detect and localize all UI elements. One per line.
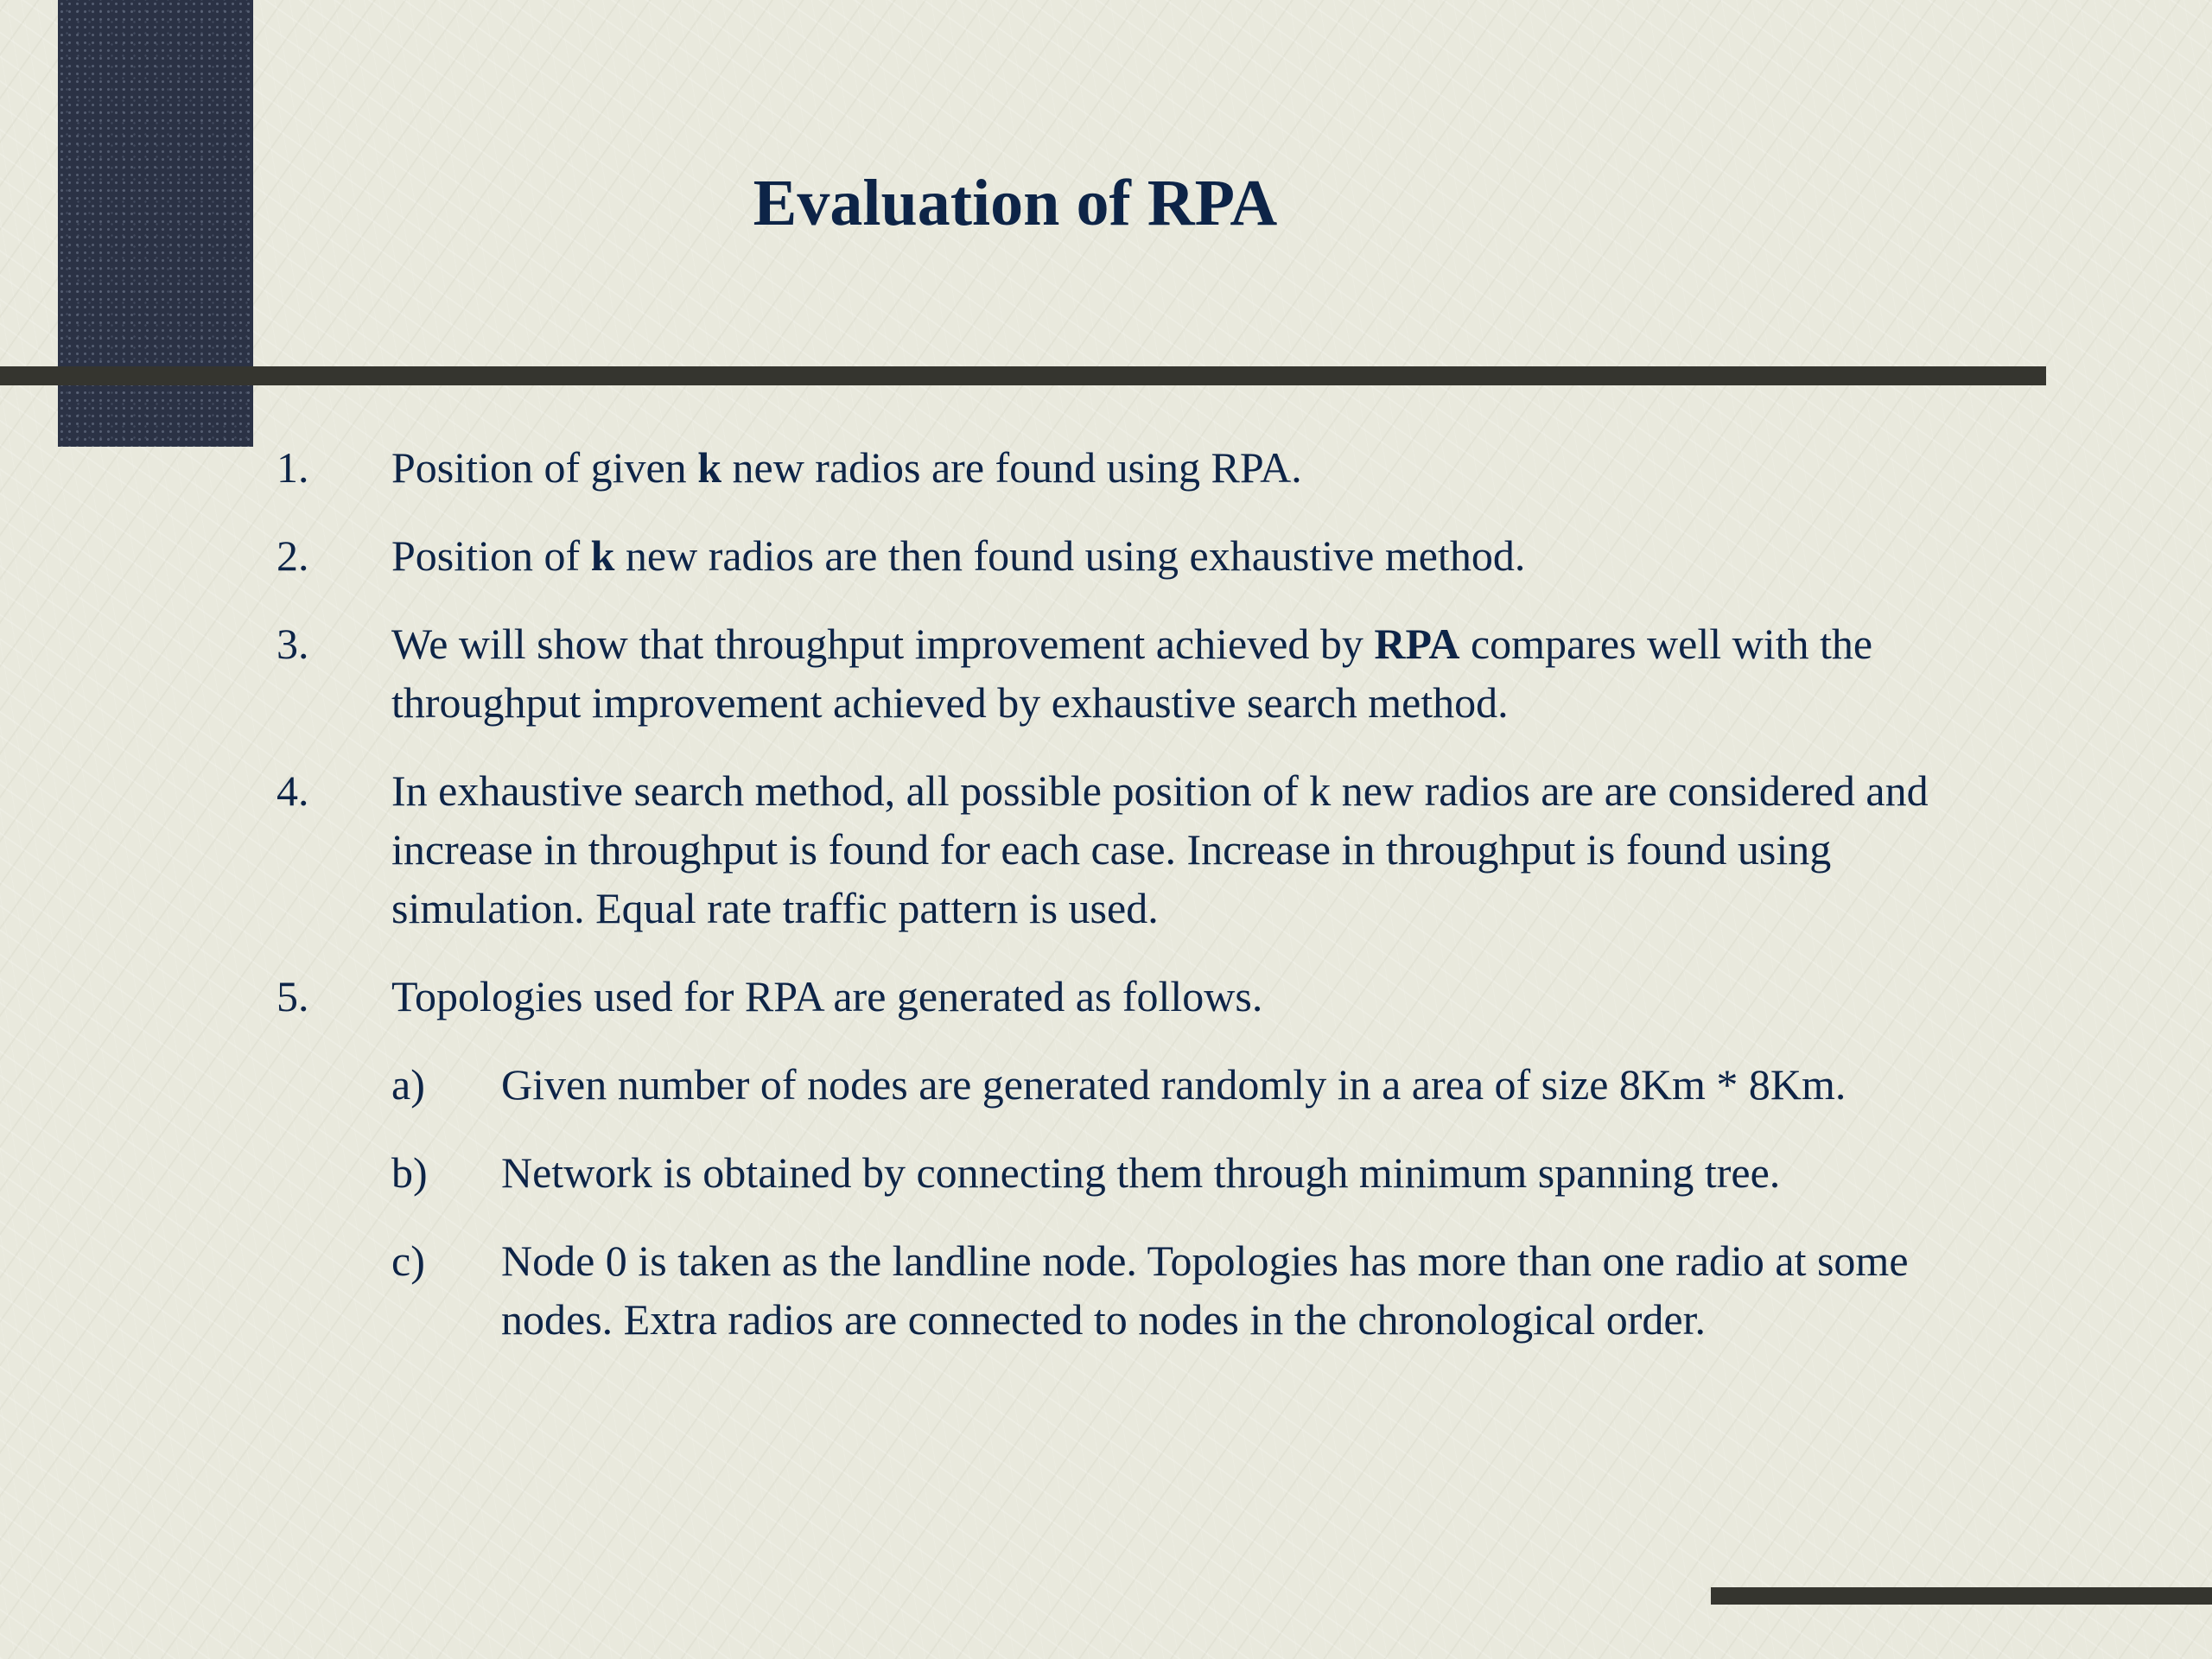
bold-variable-k: k: [697, 443, 721, 492]
sublist-text: Network is obtained by connecting them through minimum spanning tree.: [501, 1148, 1781, 1197]
sublist-text: Given number of nodes are generated randomly in a area of size 8Km * 8Km.: [501, 1060, 1847, 1109]
list-number: 2.: [276, 531, 309, 580]
sublist-item-b: [276, 1143, 1961, 1202]
list-number: 3.: [276, 620, 309, 668]
sublist-text: Node 0 is taken as the landline node. Topologies has more than one radio at some nodes. Extra radios are connected to nodes in the chronological order.: [501, 1236, 1909, 1344]
sublist-letter: a): [391, 1060, 425, 1109]
title-divider-bar: [0, 366, 2046, 385]
list-item-3: [276, 614, 1961, 732]
list-item-2: [276, 526, 1961, 585]
list-text: Topologies used for RPA are generated as follows.: [391, 972, 1263, 1020]
list-number: 1.: [276, 443, 309, 492]
list-item-5: [276, 967, 1961, 1026]
list-text: Position of given k new radios are found using RPA.: [391, 443, 1302, 492]
sublist-letter: c): [391, 1236, 425, 1285]
sublist-item-c: [276, 1231, 1961, 1349]
footer-divider-bar: [1711, 1587, 2212, 1605]
bold-term-rpa: RPA: [1374, 620, 1460, 668]
slide-body: [276, 438, 1961, 1378]
list-text: We will show that throughput improvement achieved by RPA compares well with the throughput improvement achieved by exhaustive search method.: [391, 620, 1873, 727]
list-number: 4.: [276, 766, 309, 815]
list-text: Position of k new radios are then found using exhaustive method.: [391, 531, 1526, 580]
list-item-4: [276, 761, 1961, 938]
bold-variable-k: k: [590, 531, 615, 580]
sublist-item-a: [276, 1055, 1961, 1114]
sublist-letter: b): [391, 1148, 428, 1197]
slide-title: Evaluation of RPA: [753, 167, 1278, 239]
list-number: 5.: [276, 972, 309, 1020]
list-text: In exhaustive search method, all possible position of k new radios are are considered and increase in throughput is found for each case. Increase in throughput is found using simulation. Equal rate traffic pattern is used.: [391, 766, 1929, 932]
list-item-1: [276, 438, 1961, 497]
